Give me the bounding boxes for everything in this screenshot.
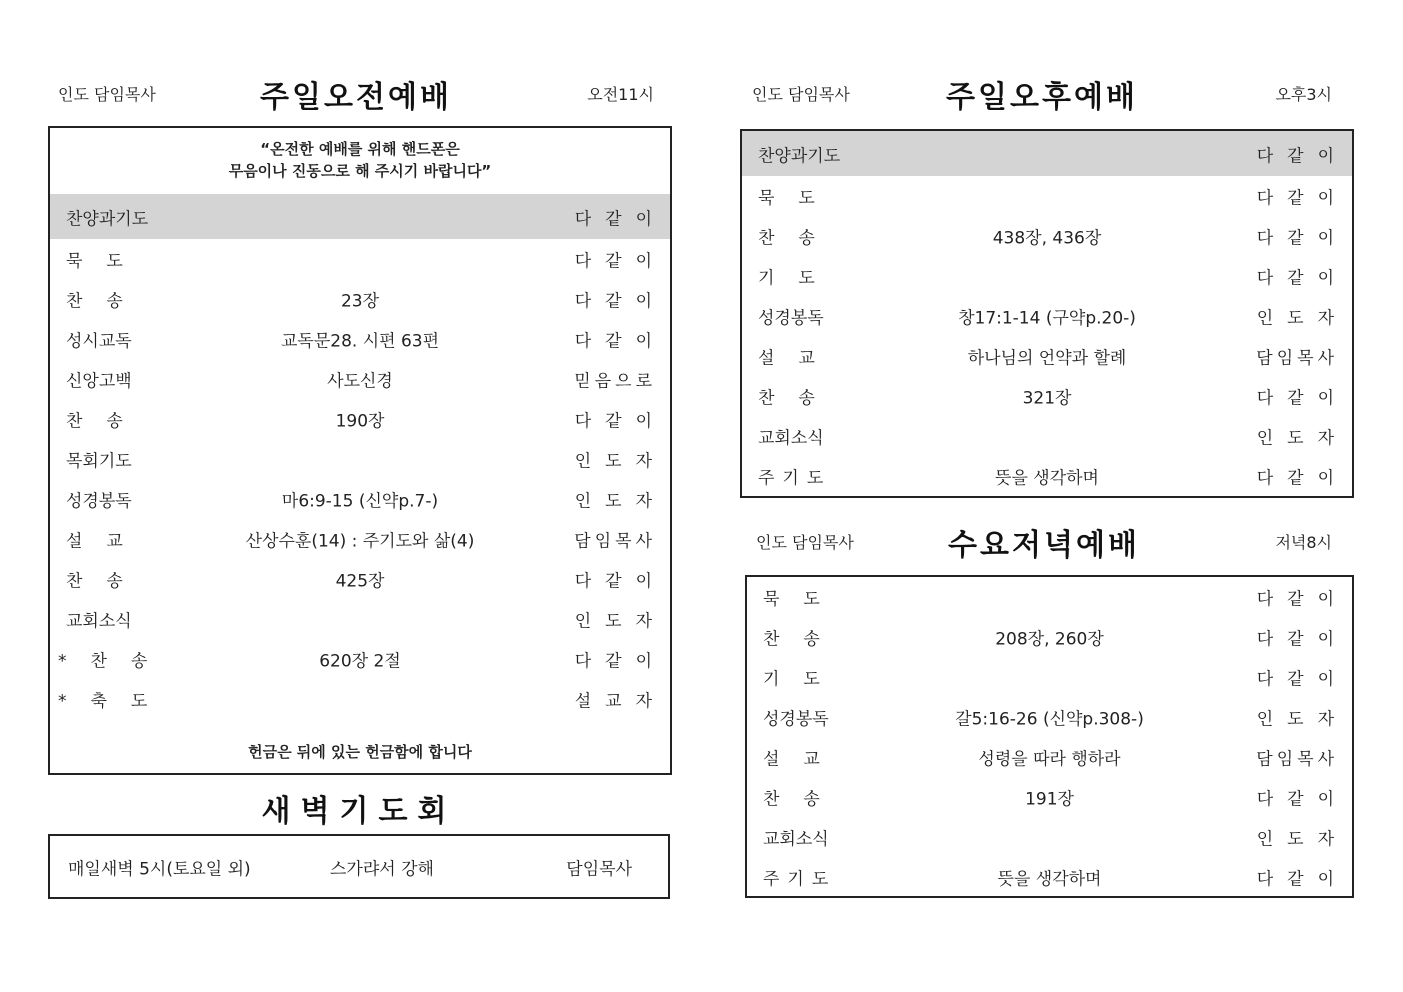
order-row: [742, 456, 1352, 496]
order-content: 191장: [1025, 789, 1074, 810]
order-row: [747, 817, 1352, 857]
order-content: 창17:1-14 (구약p.20-): [958, 308, 1136, 329]
notice-line-2: 무음이나 진동으로 해 주시기 바랍니다”: [228, 162, 492, 180]
order-content: 사도신경: [327, 371, 393, 392]
order-leader: 다같이: [1256, 789, 1348, 810]
order-content: 하나님의 언약과 할례: [967, 348, 1127, 369]
order-item: 묵도: [66, 251, 147, 272]
order-leader: 다같이: [574, 331, 666, 352]
order-item: 설교: [66, 531, 147, 552]
order-leader: 인도자: [1256, 308, 1348, 329]
order-item: 성경봉독: [763, 709, 829, 730]
order-content: 190장: [335, 411, 385, 432]
order-row: [747, 657, 1352, 697]
order-content: 갈5:16-26 (신약p.308-): [955, 709, 1144, 730]
order-leader: 담임목사: [1256, 348, 1338, 369]
order-item: 성경봉독: [66, 491, 132, 512]
order-leader: 인도자: [574, 491, 666, 512]
morning-time: 오전11시: [587, 85, 654, 104]
order-content: 교독문28. 시편 63편: [280, 331, 440, 352]
order-item: 묵도: [758, 188, 839, 209]
afternoon-title: 주일오후예배: [946, 80, 1138, 115]
order-row: [50, 519, 670, 559]
phone-notice: [50, 128, 670, 194]
order-leader: 인도자: [574, 451, 666, 472]
order-content: 208장, 260장: [995, 629, 1104, 650]
order-leader: 다같이: [1256, 388, 1348, 409]
order-item: 설교: [763, 749, 844, 770]
order-row: [747, 857, 1352, 897]
order-row: [747, 777, 1352, 817]
order-item: 찬송: [763, 629, 844, 650]
wednesday-rows: [747, 577, 1352, 897]
order-leader: 인도자: [574, 611, 666, 632]
wednesday-title: 수요저녁예배: [948, 528, 1140, 563]
notice-line-1: “온전한 예배를 위해 핸드폰은: [260, 140, 460, 158]
order-row: [742, 416, 1352, 456]
order-leader: 담임목사: [574, 531, 656, 552]
order-leader: 다같이: [1256, 228, 1348, 249]
order-item: 찬송: [66, 571, 147, 592]
order-leader: 인도자: [1256, 709, 1348, 730]
order-item: *축도: [58, 691, 172, 712]
order-row: [50, 679, 670, 719]
order-row: [742, 296, 1352, 336]
order-leader: 담임목사: [1256, 749, 1338, 770]
order-leader: 다같이: [1256, 468, 1348, 489]
order-row: [742, 256, 1352, 296]
order-leader: 다같이: [1256, 669, 1348, 690]
order-leader: 다같이: [1256, 268, 1348, 289]
wednesday-time: 저녁8시: [1275, 533, 1332, 552]
order-item: 찬송: [763, 789, 844, 810]
order-item: 찬양과기도: [758, 146, 841, 166]
dawn-content: 스가랴서 강해: [330, 859, 434, 879]
order-leader: 다같이: [1256, 146, 1348, 166]
afternoon-header: [752, 72, 1332, 115]
dawn-title: 새벽기도회: [261, 794, 457, 829]
order-content: 마6:9-15 (신약p.7-): [281, 491, 439, 512]
order-item: 찬양과기도: [66, 209, 149, 229]
order-leader: 다같이: [1256, 589, 1348, 610]
order-leader: 다같이: [574, 651, 666, 672]
afternoon-leader: 인도 담임목사: [752, 85, 850, 104]
order-leader: 믿음으로: [574, 371, 656, 392]
order-row: [742, 216, 1352, 256]
morning-header: [58, 72, 654, 115]
order-row: [50, 479, 670, 519]
order-row: [50, 319, 670, 359]
order-leader: 설교자: [574, 691, 666, 712]
order-content: 438장, 436장: [992, 228, 1102, 249]
order-leader: 다같이: [1256, 629, 1348, 650]
order-item: 묵도: [763, 589, 844, 610]
order-item: 찬송: [66, 291, 147, 312]
order-item: 목회기도: [66, 451, 132, 472]
order-row: [742, 376, 1352, 416]
morning-leader: 인도 담임목사: [58, 85, 156, 104]
order-content: 620장 2절: [319, 651, 401, 672]
order-item: 교회소식: [758, 428, 824, 449]
order-content: 산상수훈(14) : 주기도와 삶(4): [245, 531, 475, 552]
order-item: 성경봉독: [758, 308, 824, 329]
order-leader: 다같이: [574, 571, 666, 592]
order-content: 성령을 따라 행하라: [978, 749, 1121, 770]
order-item: 찬송: [66, 411, 147, 432]
order-item: 설교: [758, 348, 839, 369]
order-content: 뜻을 생각하며: [997, 869, 1102, 890]
wednesday-header: [756, 520, 1332, 563]
offering-notice: 헌금은 뒤에 있는 헌금함에 합니다: [248, 743, 472, 761]
order-row: [50, 599, 670, 639]
afternoon-time: 오후3시: [1275, 85, 1332, 104]
dawn-leader: 담임목사: [566, 859, 632, 879]
order-row: [50, 399, 670, 439]
order-item: 기도: [758, 268, 839, 289]
order-leader: 인도자: [1256, 428, 1348, 449]
order-content: 뜻을 생각하며: [995, 468, 1099, 489]
afternoon-rows: [742, 131, 1352, 496]
order-row: [742, 131, 1352, 176]
order-content: 425장: [335, 571, 385, 592]
order-row: [50, 194, 670, 239]
order-content: 321장: [1022, 388, 1072, 409]
wednesday-order-box: [745, 575, 1354, 898]
order-row: [50, 559, 670, 599]
order-row: [50, 239, 670, 279]
order-item: 교회소식: [66, 611, 132, 632]
order-item: 찬송: [758, 388, 839, 409]
dawn-when: 매일새벽 5시(토요일 외): [68, 859, 251, 879]
order-row: [747, 697, 1352, 737]
order-leader: 다같이: [574, 209, 666, 229]
order-row: [50, 279, 670, 319]
morning-title: 주일오전예배: [260, 80, 452, 115]
order-leader: 다같이: [1256, 869, 1348, 890]
order-item: 성시교독: [66, 331, 132, 352]
order-row: [742, 336, 1352, 376]
order-item: 주기도: [758, 468, 832, 489]
order-item: 찬송: [758, 228, 839, 249]
order-leader: 다같이: [1256, 188, 1348, 209]
order-row: [50, 359, 670, 399]
order-item: 주기도: [763, 869, 837, 890]
order-item: 신앙고백: [66, 371, 132, 392]
order-item: 교회소식: [763, 829, 829, 850]
order-item: *찬송: [58, 651, 172, 672]
order-row: [50, 439, 670, 479]
order-leader: 인도자: [1256, 829, 1348, 850]
order-row: [742, 176, 1352, 216]
order-row: [747, 737, 1352, 777]
morning-order-box: [48, 126, 672, 775]
order-row: [50, 639, 670, 679]
morning-rows: [50, 194, 670, 719]
order-row: [747, 577, 1352, 617]
dawn-box: [48, 834, 670, 899]
afternoon-order-box: [740, 129, 1354, 498]
order-row: [747, 617, 1352, 657]
order-content: 23장: [340, 291, 380, 312]
order-leader: 다같이: [574, 251, 666, 272]
order-leader: 다같이: [574, 291, 666, 312]
order-leader: 다같이: [574, 411, 666, 432]
order-item: 기도: [763, 669, 844, 690]
wednesday-leader: 인도 담임목사: [756, 533, 854, 552]
